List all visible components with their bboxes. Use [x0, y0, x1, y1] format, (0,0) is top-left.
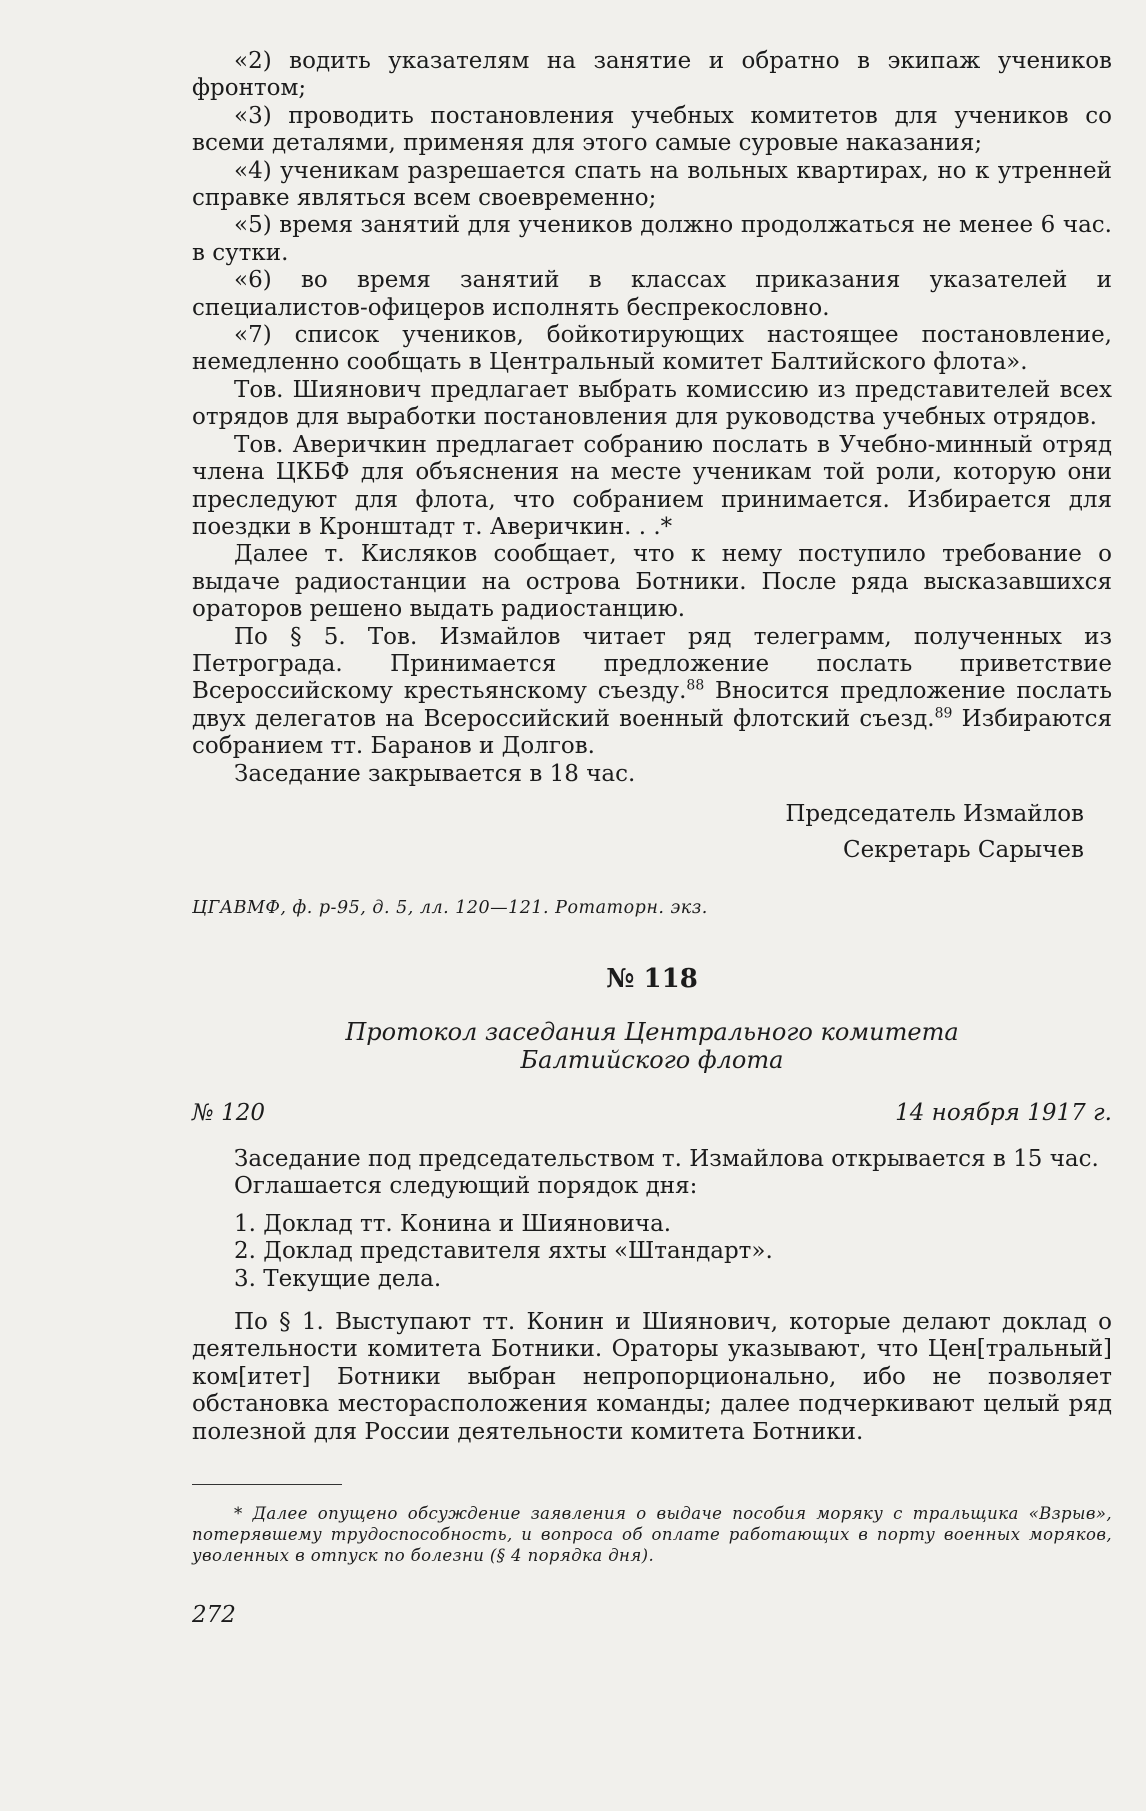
- paragraph: «3) проводить постановления учебных комитетов для учеников со всеми деталями, применяя для этого самые суровые наказания;: [192, 102, 1112, 157]
- paragraph: По § 1. Выступают тт. Конин и Шиянович, которые делают доклад о деятельности комитета Ботники. Ораторы указывают, что Цен[тральный] ком[итет] Ботники выбран непропорционально, ибо не позволяет обстановка месторасположения команды; далее подчеркивают целый ряд полезной для России деятельности комитета Ботники.: [192, 1309, 1112, 1445]
- document-page: [192, 48, 1112, 1768]
- opening-line: Заседание под председательством т. Измайлова открывается в 15 час.: [234, 1145, 1099, 1172]
- agenda-item: 3. Текущие дела.: [234, 1265, 442, 1292]
- footnote-ref-89: 89: [934, 705, 953, 722]
- paragraph-petrograd: [192, 624, 1112, 761]
- footnote-divider: [192, 1484, 342, 1485]
- paragraph: «6) во время занятий в классах приказания указателей и специалистов-офицеров исполнять беспрекословно.: [192, 267, 1112, 321]
- document-title: [192, 1018, 1112, 1074]
- protocol-meta: [192, 1100, 1112, 1126]
- title-line: Балтийского флота: [520, 1045, 784, 1074]
- paragraph: Далее т. Кисляков сообщает, что к нему поступило требование о выдаче радиостанции на острова Ботники. После ряда высказавшихся ораторов решено выдать радиостанцию.: [192, 541, 1112, 623]
- protocol-number: № 120: [192, 1099, 265, 1126]
- text-segment: Избираются собранием тт. Баранов и Долгов.: [192, 705, 1112, 760]
- footnote: * Далее опущено обсуждение заявления о выдаче пособия моряку с тральщика «Взрыв», потерявшему трудоспособность, и вопроса об оплате работающих в порту военных моряков, уволенных в отпуск по болезни (§ 4 порядка дня).: [192, 1504, 1112, 1566]
- title-line: Протокол заседания Центрального комитета: [345, 1017, 959, 1046]
- paragraph: «5) время занятий для учеников должно продолжаться не менее 6 час. в сутки.: [192, 212, 1112, 266]
- footnote-ref-88: 88: [686, 677, 705, 694]
- signature-block: [192, 796, 1112, 868]
- paragraph: «2) водить указателям на занятие и обратно в экипаж учеников фронтом;: [192, 48, 1112, 102]
- text-segment: Вносится предложение послать двух делегатов на Всероссийский военный флотский съезд.: [192, 678, 1112, 732]
- agenda-intro: Оглашается следующий порядок дня:: [234, 1173, 698, 1200]
- agenda-item: 1. Доклад тт. Конина и Шияновича.: [234, 1210, 672, 1237]
- agenda-item: 2. Доклад представителя яхты «Штандарт».: [234, 1238, 773, 1265]
- signature-secretary: Секретарь Сарычев: [842, 836, 1084, 863]
- archive-source: ЦГАВМФ, ф. р-95, д. 5, лл. 120—121. Ротаторн. экз.: [192, 897, 708, 918]
- closing-line: Заседание закрывается в 18 час.: [234, 760, 636, 787]
- paragraph: Тов. Аверичкин предлагает собранию послать в Учебно-минный отряд члена ЦКБФ для объяснения на месте ученикам той роли, которую они преследуют для флота, что собранием принимается. Избирается для поездки в Кронштадт т. Аверичкин. . .*: [192, 431, 1112, 540]
- text-segment: По § 5. Тов. Измайлов читает ряд телеграмм, полученных из Петрограда. Принимается предложение послать приветствие Всероссийскому крестьянскому съезду.: [192, 623, 1112, 705]
- paragraph: Тов. Шиянович предлагает выбрать комиссию из представителей всех отрядов для выработки постановления для руководства учебных отрядов.: [192, 376, 1112, 431]
- signature-chair: Председатель Измайлов: [785, 800, 1084, 827]
- paragraph: «7) список учеников, бойкотирующих настоящее постановление, немедленно сообщать в Центральный комитет Балтийского флота».: [192, 322, 1112, 376]
- page-number: 272: [192, 1602, 236, 1629]
- document-number: № 118: [606, 963, 698, 994]
- agenda-list: [192, 1211, 1112, 1293]
- paragraph: «4) ученикам разрешается спать на вольных квартирах, но к утренней справке являться всем своевременно;: [192, 157, 1112, 212]
- protocol-date: 14 ноября 1917 г.: [895, 1099, 1112, 1126]
